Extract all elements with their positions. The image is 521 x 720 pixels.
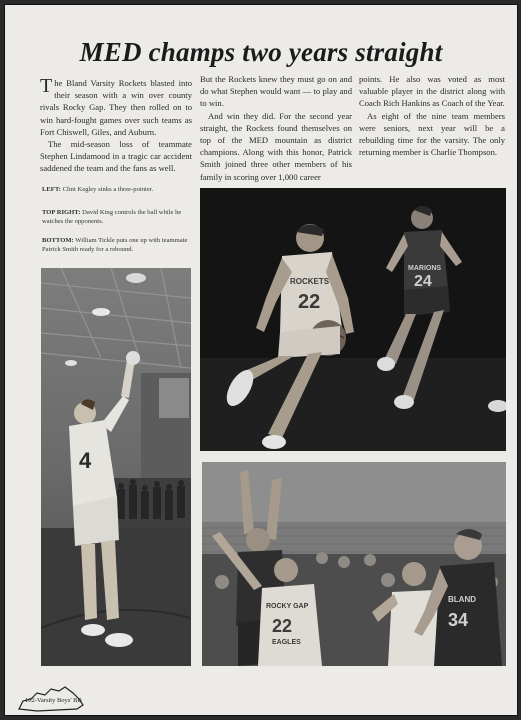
article-text: he Bland Varsity Rockets blasted into their season with a win over county rivals Rocky Gap. They then rolled on to win hard-fought games over such teams as Fort Chiswell, Giles, and Auburn. <box>40 78 192 137</box>
jersey-team-name: MARIONS <box>408 265 442 272</box>
caption-top-right <box>42 208 194 226</box>
caption-text: David King controls the ball while he watches the opponents. <box>42 209 182 225</box>
page-folio: 102-Varsity Boys' BB <box>25 697 82 704</box>
caption-text: Clint Kegley sinks a three-pointer. <box>62 186 154 193</box>
caption-label: LEFT: <box>42 186 61 193</box>
article-column-3 <box>359 73 505 158</box>
caption-label: TOP RIGHT: <box>42 209 81 216</box>
article-paragraph: But the Rockets knew they must go on and do what Stephen would want — to play and to win. <box>200 74 352 109</box>
caption-bottom <box>42 236 194 254</box>
photo-top-right-image <box>200 188 506 451</box>
jersey-team-subtitle: EAGLES <box>272 639 301 646</box>
article-paragraph <box>40 77 192 138</box>
jersey-team-name: ROCKETS <box>290 277 330 286</box>
jersey-number: 34 <box>448 610 469 630</box>
caption-text: William Tickle puts one up with teammate Patrick Smith ready for a rebound. <box>42 237 188 253</box>
jersey-team-name: ROCKY GAP <box>266 603 309 610</box>
caption-left <box>42 185 194 194</box>
photo-bottom-image <box>202 462 506 666</box>
jersey-number: 22 <box>272 616 293 636</box>
jersey-number: 4 <box>79 448 92 473</box>
photo-top-right-dribble <box>200 188 506 451</box>
photo-left-image <box>41 268 191 666</box>
caption-label: BOTTOM: <box>42 237 74 244</box>
article-column-2 <box>200 73 352 183</box>
jersey-number: 24 <box>414 273 432 290</box>
article-column-1 <box>40 77 192 175</box>
article-paragraph: And win they did. For the second year straight, the Rockets found themselves on top of the MED mountain as district champions. Along with this honor, Patrick Smith joined three other members of his family in scoring over 1,000 career <box>200 110 352 182</box>
photo-left-shooter <box>41 268 191 666</box>
jersey-number: 22 <box>298 291 321 313</box>
page-title: MED champs two years straight <box>79 37 443 67</box>
photo-bottom-rebound <box>202 462 506 666</box>
article-paragraph: points. He also was voted as most valuable player in the district along with Coach Rich Hankins as Coach of the Year. <box>359 74 505 109</box>
jersey-team-name: BLAND <box>448 595 476 604</box>
article-paragraph: The mid-season loss of teammate Stephen Lindamood in a tragic car accident saddened the team and the fans as well. <box>40 139 192 174</box>
article-paragraph: As eight of the nine team members were seniors, next year will be a rebuilding time for the varsity. The only returning member is Charlie Thompson. <box>359 110 505 158</box>
yearbook-page <box>4 4 518 716</box>
drop-cap: T <box>40 75 53 97</box>
